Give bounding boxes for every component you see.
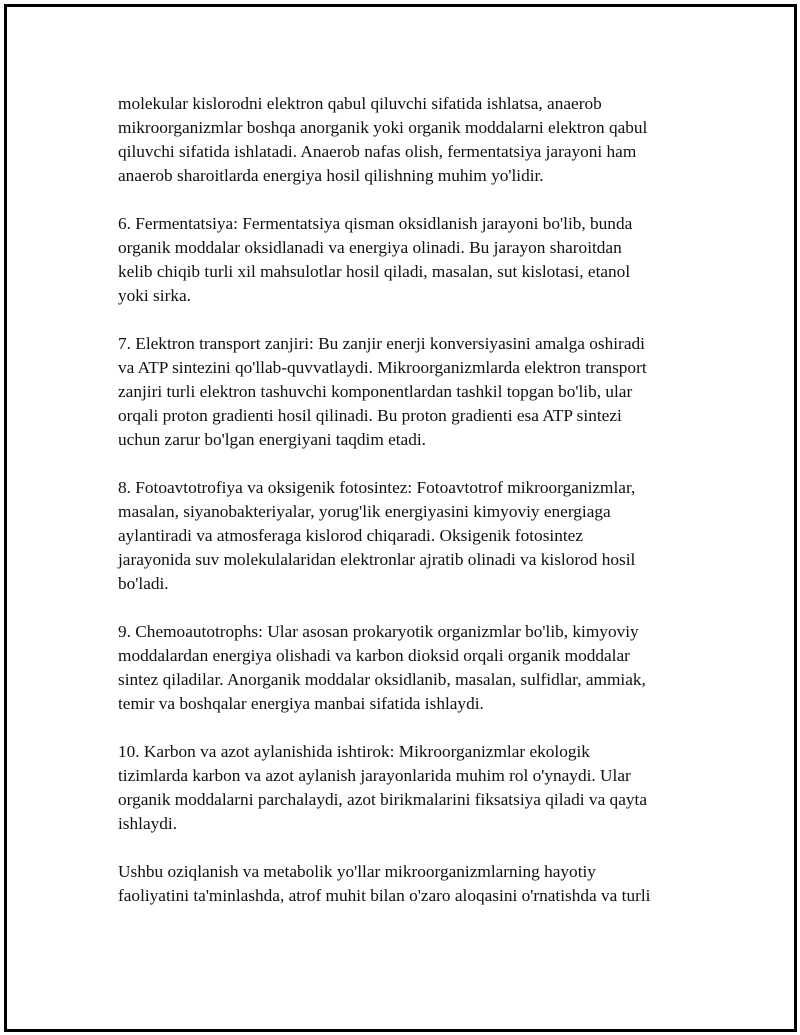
paragraph-chemoautotrophs: 9. Chemoautotrophs: Ular asosan prokaryotik organizmlar bo'lib, kimyoviy moddalardan energiya olishadi va karbon dioksid orqali organik moddalar sintez qiladilar. Anorganik moddalar oksidlanib, masalan, sulfidlar, ammiak, temir va boshqalar energiya manbai sifatida ishlaydi. [118, 622, 646, 713]
paragraph-conclusion: Ushbu oziqlanish va metabolik yo'llar mikroorganizmlarning hayotiy faoliyatini ta'minlashda, atrof muhit bilan o'zaro aloqasini o'rnatishda va turli [118, 862, 651, 905]
paragraph-electron-transport-chain: 7. Elektron transport zanjiri: Bu zanjir enerji konversiyasini amalga oshiradi va ATP sintezini qo'llab-quvvatlaydi. Mikroorganizmlarda elektron transport zanjiri turli elektron tashuvchi komponentlardan tashkil topgan bo'lib, ular orqali proton gradienti hosil qilinadi. Bu proton gradienti esa ATP sintezi uchun zarur bo'lgan energiyani taqdim etadi. [118, 334, 647, 449]
paragraph-fermentation: 6. Fermentatsiya: Fermentatsiya qisman oksidlanish jarayoni bo'lib, bunda organik moddalar oksidlanadi va energiya olinadi. Bu jarayon sharoitdan kelib chiqib turli xil mahsulotlar hosil qiladi, masalan, sut kislotasi, etanol yoki sirka. [118, 214, 633, 305]
paragraph-photoautotrophy: 8. Fotoavtotrofiya va oksigenik fotosintez: Fotoavtotrof mikroorganizmlar, masalan, siyanobakteriyalar, yorug'lik energiyasini kimyoviy energiaga aylantiradi va atmosferaga kislorod chiqaradi. Oksigenik fotosintez jarayonida suv molekulalaridan elektronlar ajratib olinadi va kislorod hosil bo'ladi. [118, 478, 636, 593]
paragraph-carbon-nitrogen-cycles: 10. Karbon va azot aylanishida ishtirok: Mikroorganizmlar ekologik tizimlarda karbon va azot aylanish jarayonlarida muhim rol o'ynaydi. Ular organik moddalarni parchalaydi, azot birikmalarini fiksatsiya qiladi va qayta ishlaydi. [118, 742, 647, 833]
paragraph-anaerob-respiration: molekular kislorodni elektron qabul qiluvchi sifatida ishlatsa, anaerob mikroorganizmlar boshqa anorganik yoki organik moddalarni elektron qabul qiluvchi sifatida ishlatadi. Anaerob nafas olish, fermentatsiya jarayoni ham anaerob sharoitlarda energiya hosil qilishning muhim yo'lidir. [118, 94, 648, 185]
document-body [118, 92, 690, 932]
